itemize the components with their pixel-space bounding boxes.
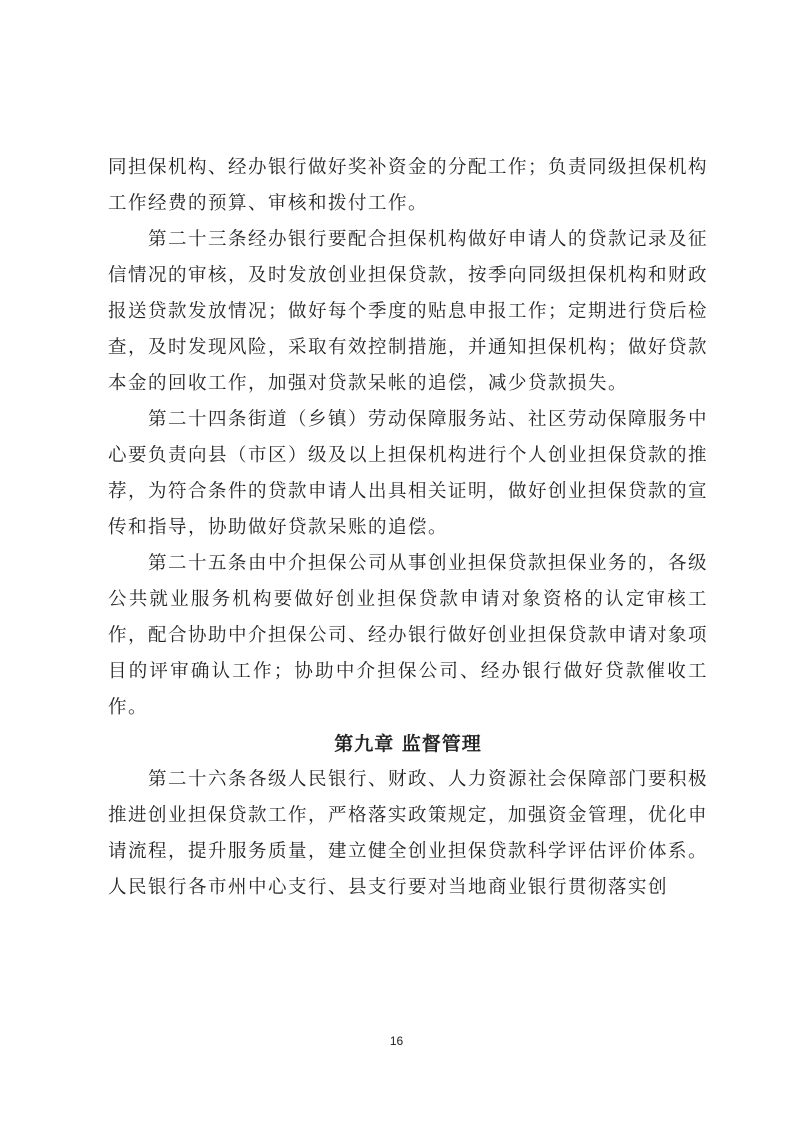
paragraph-article-25: 第二十五条由中介担保公司从事创业担保贷款担保业务的，各级公共就业服务机构要做好创业担保贷款申请对象资格的认定审核工作，配合协助中介担保公司、经办银行做好创业担保贷款申请对象项目的评审确认工作；协助中介担保公司、经办银行做好贷款催收工作。 xyxy=(108,553,709,718)
paragraph-article-23: 第二十三条经办银行要配合担保机构做好申请人的贷款记录及征信情况的审核，及时发放创业担保贷款，按季向同级担保机构和财政报送贷款发放情况；做好每个季度的贴息申报工作；定期进行贷后检查，及时发现风险，采取有效控制措施，并通知担保机构；做好贷款本金的回收工作，加强对贷款呆帐的追偿，减少贷款损失。 xyxy=(108,229,709,394)
paragraph-article-24: 第二十四条街道（乡镇）劳动保障服务站、社区劳动保障服务中心要负责向县（市区）级及以上担保机构进行个人创业担保贷款的推荐，为符合条件的贷款申请人出具相关证明，做好创业担保贷款的宣传和指导，协助做好贷款呆账的追偿。 xyxy=(108,409,709,538)
paragraph-continuation: 同担保机构、经办银行做好奖补资金的分配工作；负责同级担保机构工作经费的预算、审核和拨付工作。 xyxy=(108,157,709,214)
chapter-title: 第九章 监督管理 xyxy=(334,733,482,755)
document-body xyxy=(108,150,708,906)
paragraph-article-26: 第二十六条各级人民银行、财政、人力资源社会保障部门要积极推进创业担保贷款工作，严格落实政策规定，加强资金管理，优化申请流程，提升服务质量，建立健全创业担保贷款科学评估评价体系。人民银行各市州中心支行、县支行要对当地商业银行贯彻落实创 xyxy=(108,769,709,898)
page-number: 16 xyxy=(389,1034,404,1048)
